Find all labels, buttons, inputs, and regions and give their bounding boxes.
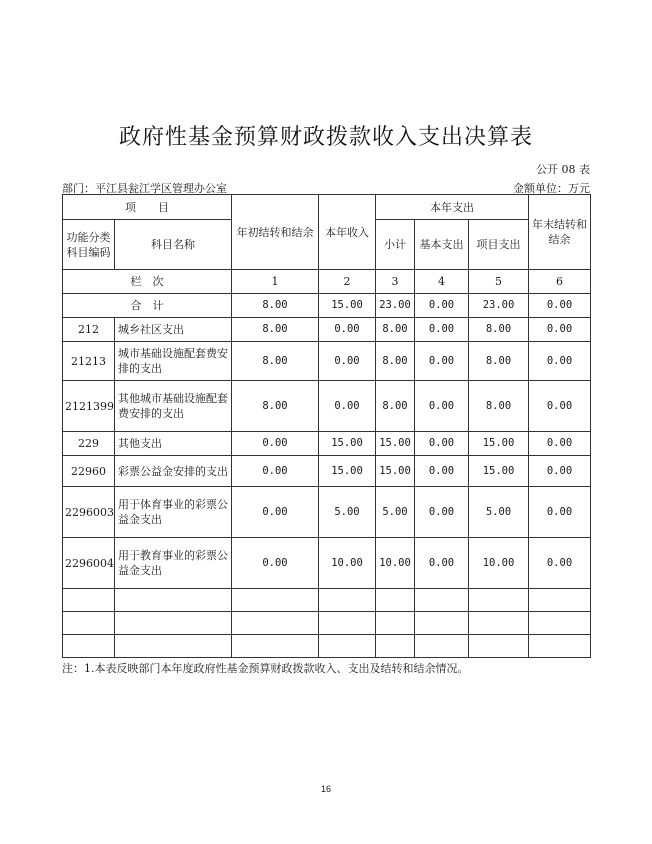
table-row — [63, 342, 591, 381]
func-code-cell: 2296003 — [63, 487, 115, 538]
amount-cell: 15.00 — [376, 456, 415, 487]
amount-cell: 8.00 — [232, 381, 319, 432]
amount-cell: 0.00 — [415, 318, 469, 342]
blank-cell — [469, 589, 529, 612]
table-note: 注：1.本表反映部门本年度政府性基金预算财政拨款收入、支出及结转和结余情况。 — [62, 662, 469, 675]
amount-cell: 0.00 — [232, 487, 319, 538]
total-value: 8.00 — [232, 294, 319, 318]
amount-cell: 0.00 — [415, 487, 469, 538]
amount-cell: 0.00 — [415, 456, 469, 487]
amount-cell: 8.00 — [232, 342, 319, 381]
amount-cell: 8.00 — [376, 318, 415, 342]
column-number: 2 — [319, 270, 376, 294]
amount-cell: 0.00 — [529, 342, 591, 381]
amount-cell: 5.00 — [319, 487, 376, 538]
subject-name-cell: 彩票公益金安排的支出 — [115, 456, 232, 487]
header-subject-name: 科目名称 — [115, 220, 232, 270]
subject-name-cell: 其他城市基础设施配套费安排的支出 — [115, 381, 232, 432]
blank-cell — [415, 589, 469, 612]
amount-cell: 0.00 — [529, 538, 591, 589]
total-value: 0.00 — [529, 294, 591, 318]
column-number-label: 栏 次 — [63, 270, 232, 294]
column-number: 5 — [469, 270, 529, 294]
table-row — [63, 432, 591, 456]
amount-cell: 0.00 — [232, 432, 319, 456]
blank-cell — [319, 612, 376, 635]
page-title: 政府性基金预算财政拨款收入支出决算表 — [118, 125, 533, 150]
amount-cell: 0.00 — [529, 381, 591, 432]
blank-cell — [232, 589, 319, 612]
amount-cell: 8.00 — [232, 318, 319, 342]
column-number: 6 — [529, 270, 591, 294]
subject-name-cell: 其他支出 — [115, 432, 232, 456]
amount-unit-label: 金额单位：万元 — [513, 182, 590, 195]
total-row — [63, 294, 591, 318]
amount-cell: 0.00 — [232, 538, 319, 589]
amount-cell: 8.00 — [376, 381, 415, 432]
blank-cell — [529, 635, 591, 658]
header-expense-group: 本年支出 — [376, 195, 529, 220]
budget-table — [62, 194, 591, 658]
amount-cell: 15.00 — [319, 456, 376, 487]
subject-name-cell: 用于体育事业的彩票公益金支出 — [115, 487, 232, 538]
blank-cell — [376, 612, 415, 635]
table-row — [63, 538, 591, 589]
blank-cell — [232, 635, 319, 658]
blank-cell — [63, 612, 115, 635]
column-number-row — [63, 270, 591, 294]
blank-row — [63, 612, 591, 635]
func-code-cell: 2121399 — [63, 381, 115, 432]
header-opening-balance: 年初结转和结余 — [232, 195, 319, 270]
amount-cell: 10.00 — [376, 538, 415, 589]
amount-cell: 0.00 — [232, 456, 319, 487]
blank-cell — [319, 589, 376, 612]
blank-cell — [469, 612, 529, 635]
amount-cell: 8.00 — [469, 342, 529, 381]
table-row — [63, 318, 591, 342]
table-code: 公开 08 表 — [536, 163, 590, 176]
amount-cell: 0.00 — [529, 432, 591, 456]
amount-cell: 5.00 — [376, 487, 415, 538]
blank-row — [63, 589, 591, 612]
blank-row — [63, 635, 591, 658]
column-number: 3 — [376, 270, 415, 294]
blank-cell — [63, 589, 115, 612]
amount-cell: 15.00 — [469, 456, 529, 487]
blank-cell — [529, 589, 591, 612]
blank-cell — [63, 635, 115, 658]
subject-name-cell: 用于教育事业的彩票公益金支出 — [115, 538, 232, 589]
amount-cell: 0.00 — [415, 432, 469, 456]
amount-cell: 10.00 — [469, 538, 529, 589]
header-subtotal: 小计 — [376, 220, 415, 270]
amount-cell: 0.00 — [529, 487, 591, 538]
total-value: 15.00 — [319, 294, 376, 318]
func-code-cell: 22960 — [63, 456, 115, 487]
func-code-cell: 229 — [63, 432, 115, 456]
header-basic-expense: 基本支出 — [415, 220, 469, 270]
blank-cell — [232, 612, 319, 635]
amount-cell: 0.00 — [415, 342, 469, 381]
header-income: 本年收入 — [319, 195, 376, 270]
total-value: 23.00 — [469, 294, 529, 318]
blank-cell — [115, 612, 232, 635]
department-label: 部门：平江县瓮江学区管理办公室 — [62, 182, 227, 195]
table-row — [63, 381, 591, 432]
blank-cell — [415, 635, 469, 658]
amount-cell: 15.00 — [319, 432, 376, 456]
amount-cell: 5.00 — [469, 487, 529, 538]
blank-cell — [115, 589, 232, 612]
total-label: 合 计 — [63, 294, 232, 318]
header-func-code: 功能分类 科目编码 — [63, 220, 115, 270]
amount-cell: 0.00 — [319, 318, 376, 342]
table-row — [63, 487, 591, 538]
amount-cell: 0.00 — [319, 381, 376, 432]
header-item: 项 目 — [63, 195, 232, 220]
subject-name-cell: 城市基础设施配套费安排的支出 — [115, 342, 232, 381]
blank-cell — [319, 635, 376, 658]
amount-cell: 0.00 — [319, 342, 376, 381]
amount-cell: 0.00 — [529, 456, 591, 487]
amount-cell: 0.00 — [415, 381, 469, 432]
amount-cell: 15.00 — [469, 432, 529, 456]
blank-cell — [415, 612, 469, 635]
func-code-cell: 212 — [63, 318, 115, 342]
func-code-cell: 21213 — [63, 342, 115, 381]
column-number: 4 — [415, 270, 469, 294]
column-number: 1 — [232, 270, 319, 294]
amount-cell: 15.00 — [376, 432, 415, 456]
header-closing-balance: 年末结转和 结余 — [529, 195, 591, 270]
table-row — [63, 456, 591, 487]
amount-cell: 0.00 — [529, 318, 591, 342]
blank-cell — [115, 635, 232, 658]
amount-cell: 10.00 — [319, 538, 376, 589]
total-value: 0.00 — [415, 294, 469, 318]
amount-cell: 8.00 — [469, 318, 529, 342]
func-code-cell: 2296004 — [63, 538, 115, 589]
total-value: 23.00 — [376, 294, 415, 318]
header-project-expense: 项目支出 — [469, 220, 529, 270]
page-number: 16 — [320, 784, 331, 794]
subject-name-cell: 城乡社区支出 — [115, 318, 232, 342]
blank-cell — [376, 589, 415, 612]
amount-cell: 8.00 — [469, 381, 529, 432]
amount-cell: 8.00 — [376, 342, 415, 381]
blank-cell — [376, 635, 415, 658]
blank-cell — [469, 635, 529, 658]
amount-cell: 0.00 — [415, 538, 469, 589]
blank-cell — [529, 612, 591, 635]
